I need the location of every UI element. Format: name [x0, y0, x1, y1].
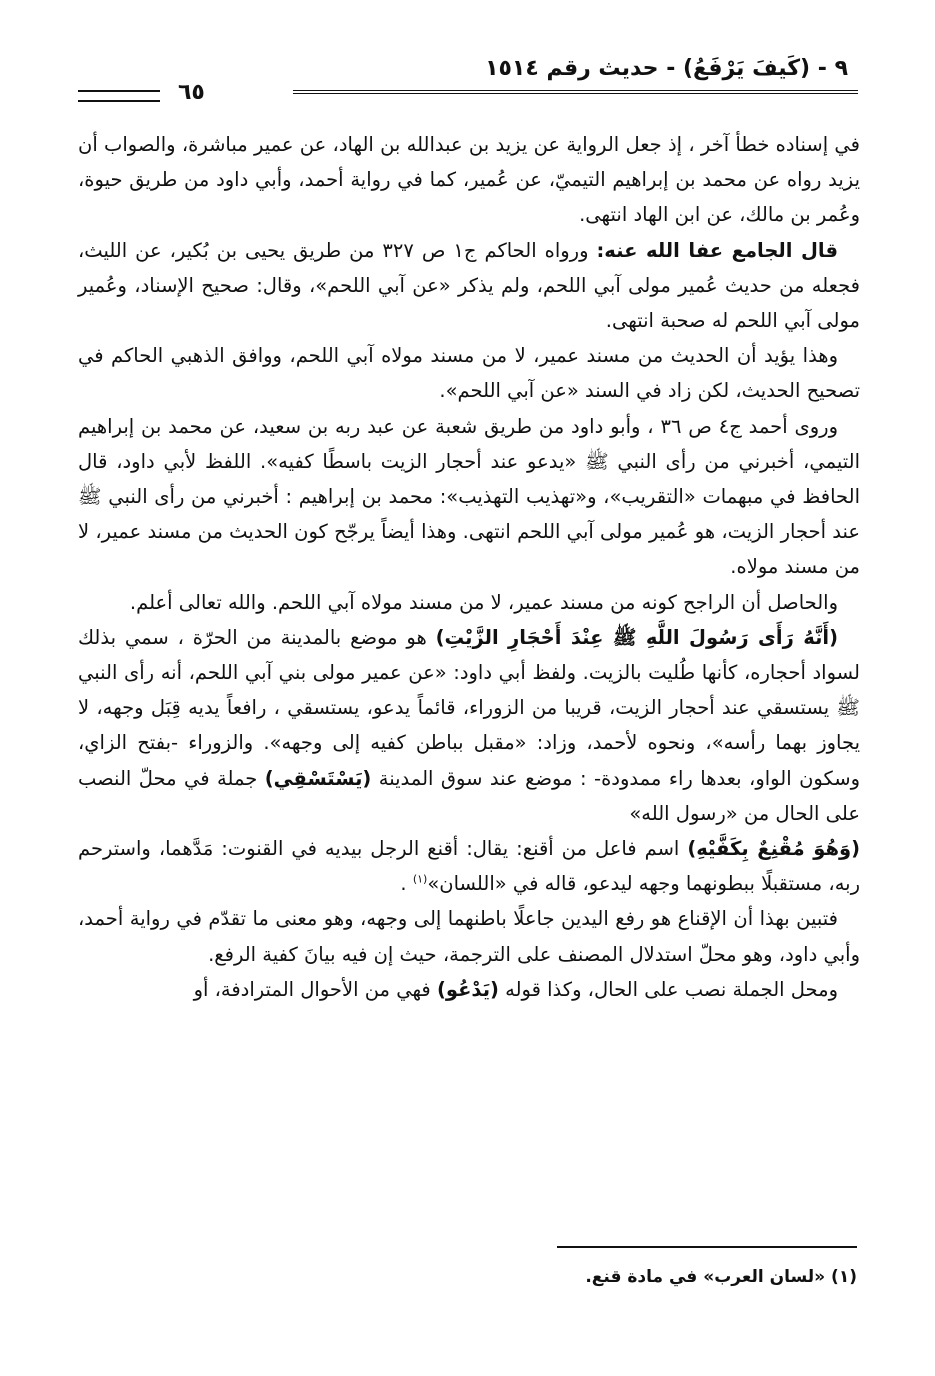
term-yadu: (يَدْعُو) [436, 977, 499, 1001]
header-left-rule [78, 90, 160, 102]
hadith-quote-2: (وَهُوَ مُقْنِعٌ بِكَفَّيْهِ) [687, 837, 861, 861]
header-rule [293, 90, 858, 94]
paragraph-9-a: ومحل الجملة نصب على الحال، وكذا قوله [498, 977, 838, 1001]
paragraph-7-end: . [400, 872, 413, 896]
paragraph-6 [78, 620, 860, 831]
footnote-marker[interactable]: (١) [412, 872, 428, 886]
term-yastasqi: (يَسْتَسْقِي) [264, 766, 372, 790]
hadith-quote: (أَنَّهُ رَأَى رَسُولَ اللَّهِ ﷺ عِنْدَ أَحْجَارِ الزَّيْتِ) [435, 625, 838, 649]
paragraph-6-tail: جملة في محلّ النصب على الحال من «رسول الله» [78, 766, 860, 825]
footnote-separator [557, 1246, 857, 1248]
main-text [78, 127, 860, 1007]
paragraph-1: في إسناده خطأ آخر ، إذ جعل الرواية عن يزيد بن عبدالله بن الهاد، عن عمير مباشرة، والصواب أن يزيد رواه عن محمد بن إبراهيم التيميّ، عن عُمير، كما في رواية أحمد، وأبي داود من طريق حيوة، وعُمر بن مالك، عن ابن الهاد انتهى. [78, 133, 860, 227]
footnote: (١) «لسان العرب» في مادة قنع. [585, 1267, 857, 1287]
paragraph-2 [78, 233, 860, 339]
header-title: ٩ - (كَيفَ يَرْفَعُ) - حديث رقم ١٥١٤ [485, 56, 848, 81]
paragraph-4: وروى أحمد ج٤ ص ٣٦ ، وأبو داود من طريق شعبة عن عبد ربه بن سعيد، عن محمد بن إبراهيم التيمي، أخبرني من رأى النبي ﷺ «يدعو عند أحجار الزيت باسطًا كفيه». اللفظ لأبي داود، قال الحافظ في مبهمات «التقريب»، و«تهذيب التهذيب»: محمد بن إبراهيم : أخبرني من رأى النبي ﷺ عند أحجار الزيت، هو عُمير مولى آبي اللحم انتهى. وهذا أيضاً يرجّح كون الحديث من مسند عمير، لا من مسند مولاه. [78, 414, 860, 579]
paragraph-9-b: فهي من الأحوال المترادفة، أو [193, 977, 437, 1001]
paragraph-7-text: اسم فاعل من أقنع: يقال: أقنع الرجل بيديه في القنوت: مَدَّهما، واسترحم ربه، مستقبلًا ببطونهما وجهه ليدعو، قاله في «اللسان» [78, 837, 860, 896]
page-number: ٦٥ [178, 80, 205, 105]
paragraph-3: وهذا يؤيد أن الحديث من مسند عمير، لا من مسند مولاه آبي اللحم، ووافق الذهبي الحاكم في تصحيح الحديث، لكن زاد في السند «عن آبي اللحم». [78, 344, 860, 403]
paragraph-2-text: ورواه الحاكم ج١ ص ٣٢٧ من طريق يحيى بن بُكير، عن الليث، فجعله من حديث عُمير مولى آبي اللحم، ولم يذكر «عن آبي اللحم»، وقال: صحيح الإسناد، وعُمير مولى آبي اللحم له صحبة انتهى. [78, 238, 860, 333]
paragraph-5: والحاصل أن الراجح كونه من مسند عمير، لا من مسند مولاه آبي اللحم. والله تعالى أعلم. [129, 590, 838, 614]
compiler-label: قال الجامع عفا الله عنه: [596, 238, 838, 262]
paragraph-9 [78, 972, 860, 1007]
paragraph-8: فتبين بهذا أن الإقناع هو رفع اليدين جاعلًا باطنهما إلى وجهه، وهو معنى ما تقدّم في رواية أحمد، وأبي داود، وهو محلّ استدلال المصنف على الترجمة، حيث إن فيه بيانَ كفية الرفع. [78, 907, 860, 966]
running-header [78, 50, 858, 104]
paragraph-7 [78, 831, 860, 901]
paragraph-6-text: هو موضع بالمدينة من الحرّة ، سمي بذلك لسواد أحجاره، كأنها طُليت بالزيت. ولفظ أبي داود: «عن عمير مولى بني آبي اللحم، أنه رأى النبي ﷺ يستسقي عند أحجار الزيت، قريبا من الزوراء، قائماً يدعو، يستسقي ، رافعاً يديه قِبَل وجهه، لا يجاوز بهما رأسه»، ونحوه لأحمد، وزاد: «مقبل بباطن كفيه إلى وجهه». والزوراء -بفتح الزاي، وسكون الواو، بعدها راء ممدودة- : موضع عند سوق المدينة [78, 625, 860, 790]
